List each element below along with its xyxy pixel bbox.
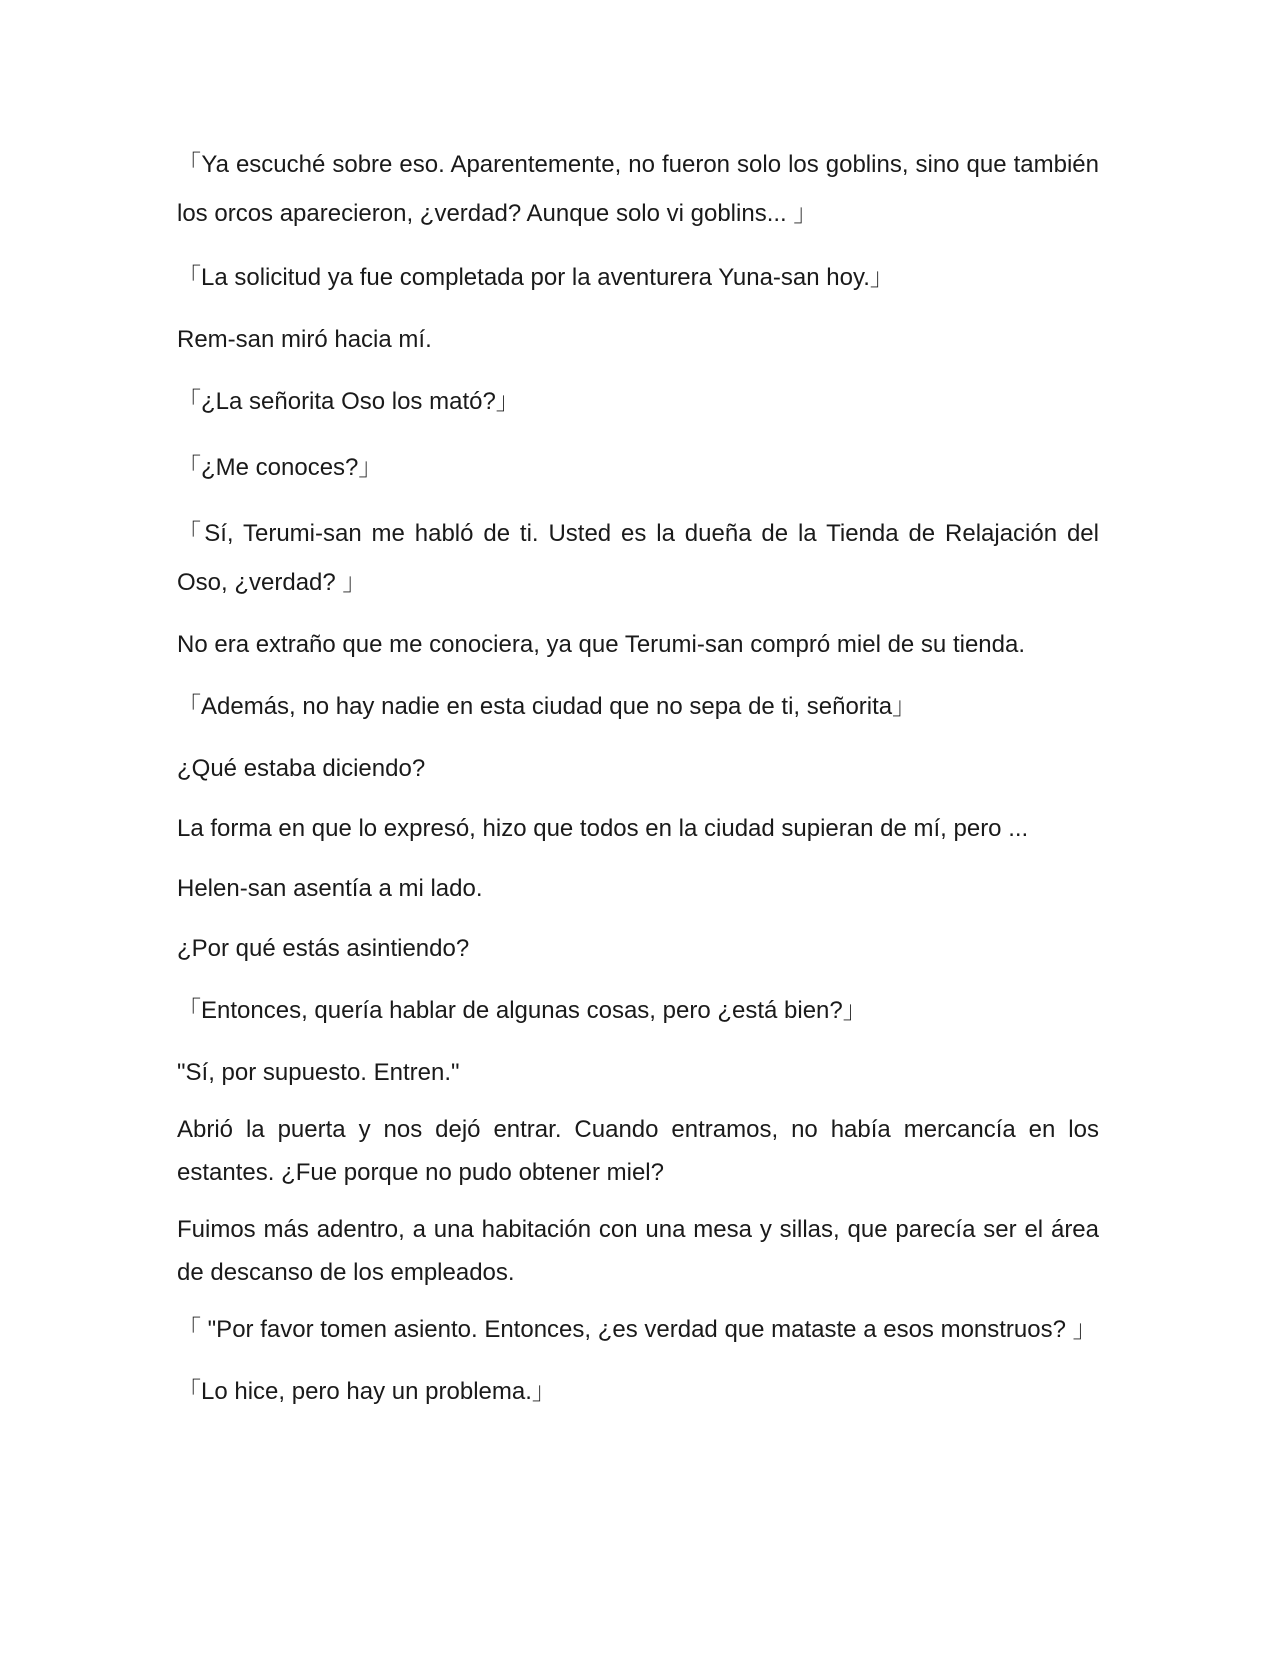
document-body (177, 140, 1099, 1416)
paragraph-13: 「Entonces, quería hablar de algunas cosas, pero ¿está bien?」 (177, 997, 867, 1024)
paragraph-15: Abrió la puerta y nos dejó entrar. Cuando entramos, no había mercancía en los estantes. ¿Fue porque no pudo obtener miel? (177, 1116, 1099, 1186)
paragraph-7: No era extraño que me conociera, ya que Terumi-san compró miel de su tienda. (177, 631, 1026, 658)
paragraph-10: La forma en que lo expresó, hizo que todos en la ciudad supieran de mí, pero ... (177, 815, 1029, 842)
paragraph-5: 「¿Me conoces?」 (177, 454, 383, 481)
paragraph-17: 「 "Por favor tomen asiento. Entonces, ¿es verdad que mataste a esos monstruos? 」 (177, 1316, 1097, 1343)
paragraph-18: 「Lo hice, pero hay un problema.」 (177, 1378, 556, 1405)
paragraph-6: 「Sí, Terumi-san me habló de ti. Usted es la dueña de la Tienda de Relajación del Oso, ¿verdad? 」 (177, 520, 1099, 596)
paragraph-4: 「¿La señorita Oso los mató?」 (177, 388, 520, 415)
paragraph-11: Helen-san asentía a mi lado. (177, 875, 483, 902)
paragraph-12: ¿Por qué estás asintiendo? (177, 935, 470, 962)
paragraph-14: "Sí, por supuesto. Entren." (177, 1059, 460, 1086)
paragraph-9: ¿Qué estaba diciendo? (177, 755, 426, 782)
paragraph-2: 「La solicitud ya fue completada por la aventurera Yuna-san hoy.」 (177, 264, 894, 291)
paragraph-16: Fuimos más adentro, a una habitación con una mesa y sillas, que parecía ser el área de descanso de los empleados. (177, 1216, 1099, 1286)
paragraph-3: Rem-san miró hacia mí. (177, 326, 432, 353)
paragraph-1: 「Ya escuché sobre eso. Aparentemente, no fueron solo los goblins, sino que también los orcos aparecieron, ¿verdad? Aunque solo vi goblins... 」 (177, 151, 1099, 227)
paragraph-8: 「Además, no hay nadie en esta ciudad que no sepa de ti, señorita」 (177, 693, 917, 720)
